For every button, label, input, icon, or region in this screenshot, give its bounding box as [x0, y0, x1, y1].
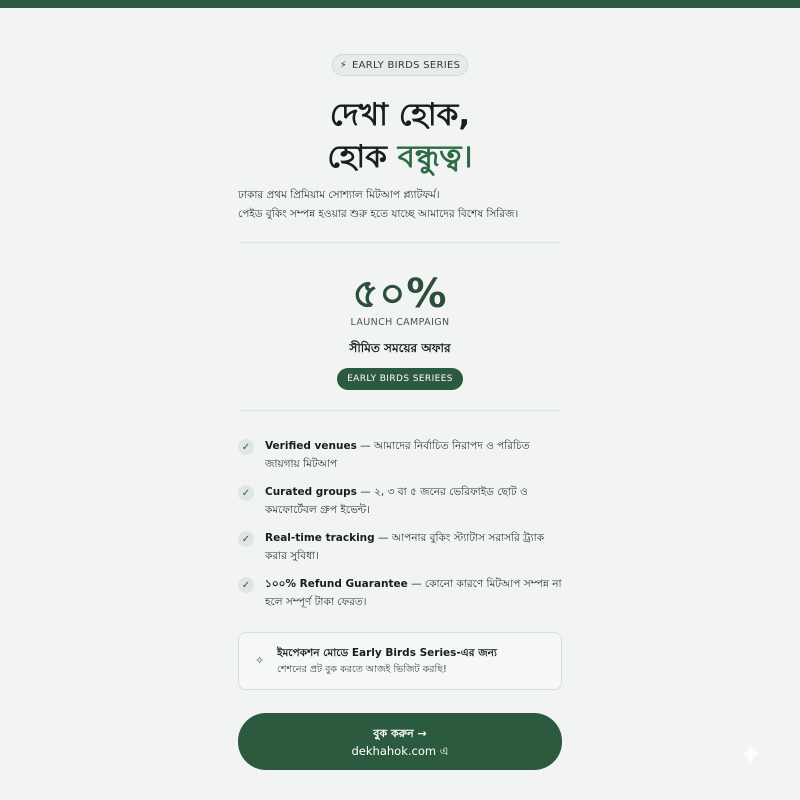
series-badge — [332, 54, 468, 76]
intro-line2: পেইড বুকিং সম্পন্ন হওয়ার শুরু হতে যাচ্ছে আমাদের বিশেষ সিরিজ। — [238, 208, 519, 220]
series-badge-label: EARLY BIRDS SERIES — [352, 59, 461, 71]
feature-text — [265, 575, 565, 611]
feature-text — [265, 437, 565, 473]
feature-title: Real-time tracking — [265, 532, 375, 544]
hero-title-line2 — [238, 136, 562, 178]
sparkle-watermark-icon: ✦ — [738, 738, 764, 773]
book-now-label: বুক করুন → — [373, 727, 427, 740]
sparkle-icon: ✧ — [255, 654, 265, 667]
book-now-button[interactable] — [238, 713, 562, 770]
lightning-icon: ⚡ — [339, 59, 348, 71]
feature-title: Verified venues — [265, 440, 357, 452]
feature-title: ১০০% Refund Guarantee — [265, 578, 408, 590]
book-now-url: dekhahok.com এ — [351, 744, 449, 758]
feature-desc: — আমাদের নির্বাচিত নিরাপদ ও পরিচিত জায়গায় মিটআপ — [265, 440, 530, 470]
top-accent-bar — [0, 0, 800, 8]
feature-desc: — ২, ৩ বা ৫ জনের ভেরিফাইড ছোট ও কমফোর্টেবল গ্রুপ ইভেন্ট। — [265, 486, 528, 516]
check-icon: ✓ — [238, 439, 254, 455]
feature-title: Curated groups — [265, 486, 357, 498]
discount-percent: ৫০% — [352, 271, 448, 317]
intro-text — [238, 186, 562, 224]
feature-text — [265, 529, 565, 565]
feature-desc: — কোনো কারণে মিটআপ সম্পন্ন না হলে সম্পূর্ণ টাকা ফেরত। — [265, 578, 562, 608]
intro-line1: ঢাকার প্রথম প্রিমিয়াম সোশ্যাল মিটআপ প্ল্যাটফর্ম। — [238, 189, 440, 201]
limited-offer-text: সীমিত সময়ের অফার — [349, 341, 451, 355]
check-icon: ✓ — [238, 531, 254, 547]
info-card-line1: ইমপেকশন মোডে Early Birds Series-এর জন্য — [277, 647, 497, 659]
hero-title-line1: দেখা হোক, — [329, 97, 471, 133]
check-icon: ✓ — [238, 485, 254, 501]
info-card — [238, 632, 562, 690]
check-icon: ✓ — [238, 577, 254, 593]
early-birds-pill: EARLY BIRDS SERIEES — [337, 368, 463, 390]
hero-title-plain: হোক — [327, 139, 398, 175]
hero-title-accent: বন্ধুত্ব। — [397, 139, 473, 175]
hero-title — [238, 94, 562, 178]
feature-text — [265, 483, 565, 519]
divider-top — [238, 242, 562, 243]
feature-desc: — আপনার বুকিং স্ট্যাটাস সরাসরি ট্র্যাক করার সুবিধা। — [265, 532, 545, 562]
divider-bottom — [238, 410, 562, 411]
info-card-line2: শেশনের প্রট বুক করতে আজই ভিজিট করছি! — [277, 664, 447, 675]
campaign-label: LAUNCH CAMPAIGN — [350, 317, 450, 328]
